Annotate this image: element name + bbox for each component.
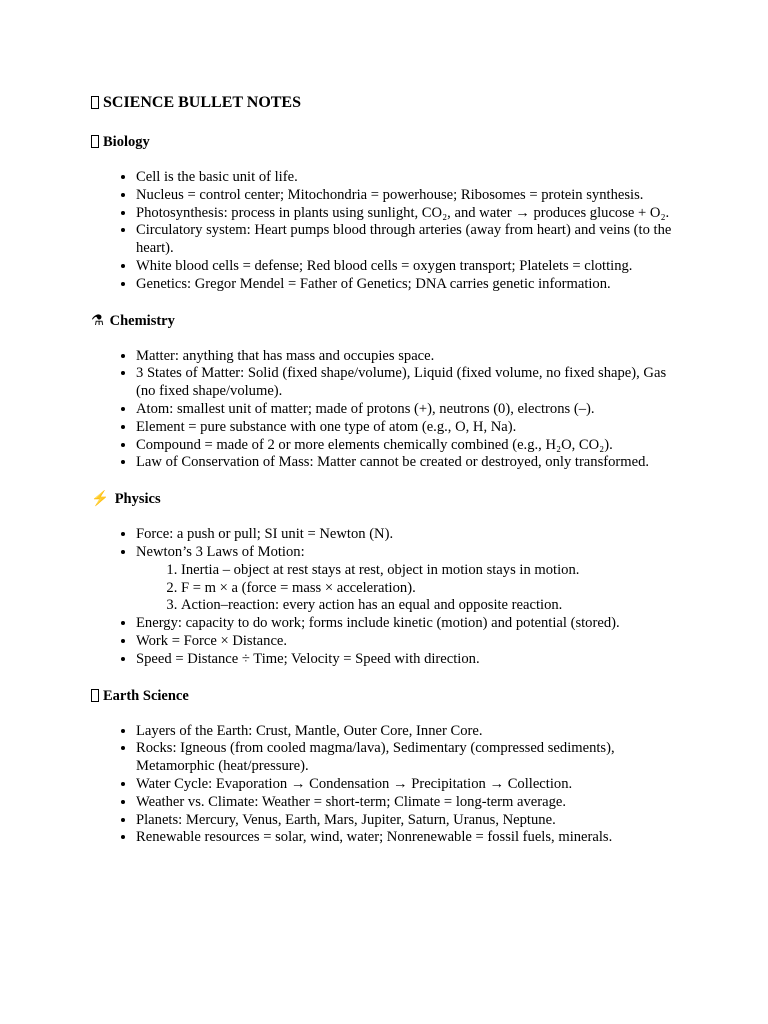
lightning-icon: ⚡ bbox=[91, 491, 110, 508]
physics-list bbox=[91, 526, 672, 668]
list-item: • Nucleus = control center; Mitochondria = powerhouse; Ribosomes = protein synthesis. bbox=[136, 187, 672, 205]
list-item: • Weather vs. Climate: Weather = short-term; Climate = long-term average. bbox=[136, 794, 672, 812]
newton-laws-list bbox=[136, 562, 672, 615]
earth-science-list bbox=[91, 723, 672, 848]
missing-glyph-icon bbox=[91, 689, 99, 702]
list-item: • Force: a push or pull; SI unit = Newton (N). bbox=[136, 526, 672, 544]
section-heading-chemistry: ⚗ Chemistry bbox=[91, 312, 175, 329]
list-item: • Energy: capacity to do work; forms include kinetic (motion) and potential (stored). bbox=[136, 615, 672, 633]
section-heading-earth-science: Earth Science bbox=[91, 687, 672, 705]
list-item: • Layers of the Earth: Crust, Mantle, Outer Core, Inner Core. bbox=[136, 723, 672, 741]
list-item: • 3 States of Matter: Solid (fixed shape/volume), Liquid (fixed volume, no fixed shape), Gas (no fixed shape/volume). bbox=[136, 365, 672, 401]
list-item: • Photosynthesis: process in plants using sunlight, CO₂, and water → produces glucose + O₂. bbox=[136, 205, 672, 223]
chemistry-list bbox=[91, 348, 672, 473]
list-item: • Water Cycle: Evaporation → Condensation → Precipitation → Collection. bbox=[136, 776, 672, 794]
document-title: SCIENCE BULLET NOTES bbox=[91, 93, 672, 113]
biology-list bbox=[91, 169, 672, 294]
list-item: • Speed = Distance ÷ Time; Velocity = Speed with direction. bbox=[136, 651, 672, 669]
list-item: • White blood cells = defense; Red blood cells = oxygen transport; Platelets = clotting. bbox=[136, 258, 672, 276]
list-item: • Rocks: Igneous (from cooled magma/lava), Sedimentary (compressed sediments), Metamorphic (heat/pressure). bbox=[136, 740, 672, 776]
sub-list-item: 2. F = m × a (force = mass × acceleration). bbox=[181, 580, 672, 598]
list-item: • Atom: smallest unit of matter; made of protons (+), neutrons (0), electrons (–). bbox=[136, 401, 672, 419]
list-item: • Circulatory system: Heart pumps blood through arteries (away from heart) and veins (to the heart). bbox=[136, 222, 672, 258]
list-item: • Matter: anything that has mass and occupies space. bbox=[136, 348, 672, 366]
list-item: • Law of Conservation of Mass: Matter cannot be created or destroyed, only transformed. bbox=[136, 454, 672, 472]
missing-glyph-icon bbox=[91, 96, 99, 109]
list-item: • Genetics: Gregor Mendel = Father of Genetics; DNA carries genetic information. bbox=[136, 276, 672, 294]
section-heading-biology: Biology bbox=[91, 133, 672, 151]
list-item: • Work = Force × Distance. bbox=[136, 633, 672, 651]
list-item: • Newton’s 3 Laws of Motion: 1. Inertia – object at rest stays at rest, object in motion stays in motion. 2. F = m × a (force = mass × acceleration). 3. Action–reaction: every action has an equal and opposite reaction. bbox=[136, 544, 672, 615]
list-item: • Element = pure substance with one type of atom (e.g., O, H, Na). bbox=[136, 419, 672, 437]
sub-list-item: 1. Inertia – object at rest stays at rest, object in motion stays in motion. bbox=[181, 562, 672, 580]
list-item: • Renewable resources = solar, wind, water; Nonrenewable = fossil fuels, minerals. bbox=[136, 829, 672, 847]
missing-glyph-icon bbox=[91, 135, 99, 148]
flask-icon: ⚗ bbox=[91, 312, 104, 329]
list-item: • Compound = made of 2 or more elements chemically combined (e.g., H₂O, CO₂). bbox=[136, 437, 672, 455]
sub-list-item: 3. Action–reaction: every action has an equal and opposite reaction. bbox=[181, 597, 672, 615]
list-item: • Planets: Mercury, Venus, Earth, Mars, Jupiter, Saturn, Uranus, Neptune. bbox=[136, 812, 672, 830]
list-item: • Cell is the basic unit of life. bbox=[136, 169, 672, 187]
section-heading-physics: ⚡ Physics bbox=[91, 491, 161, 508]
